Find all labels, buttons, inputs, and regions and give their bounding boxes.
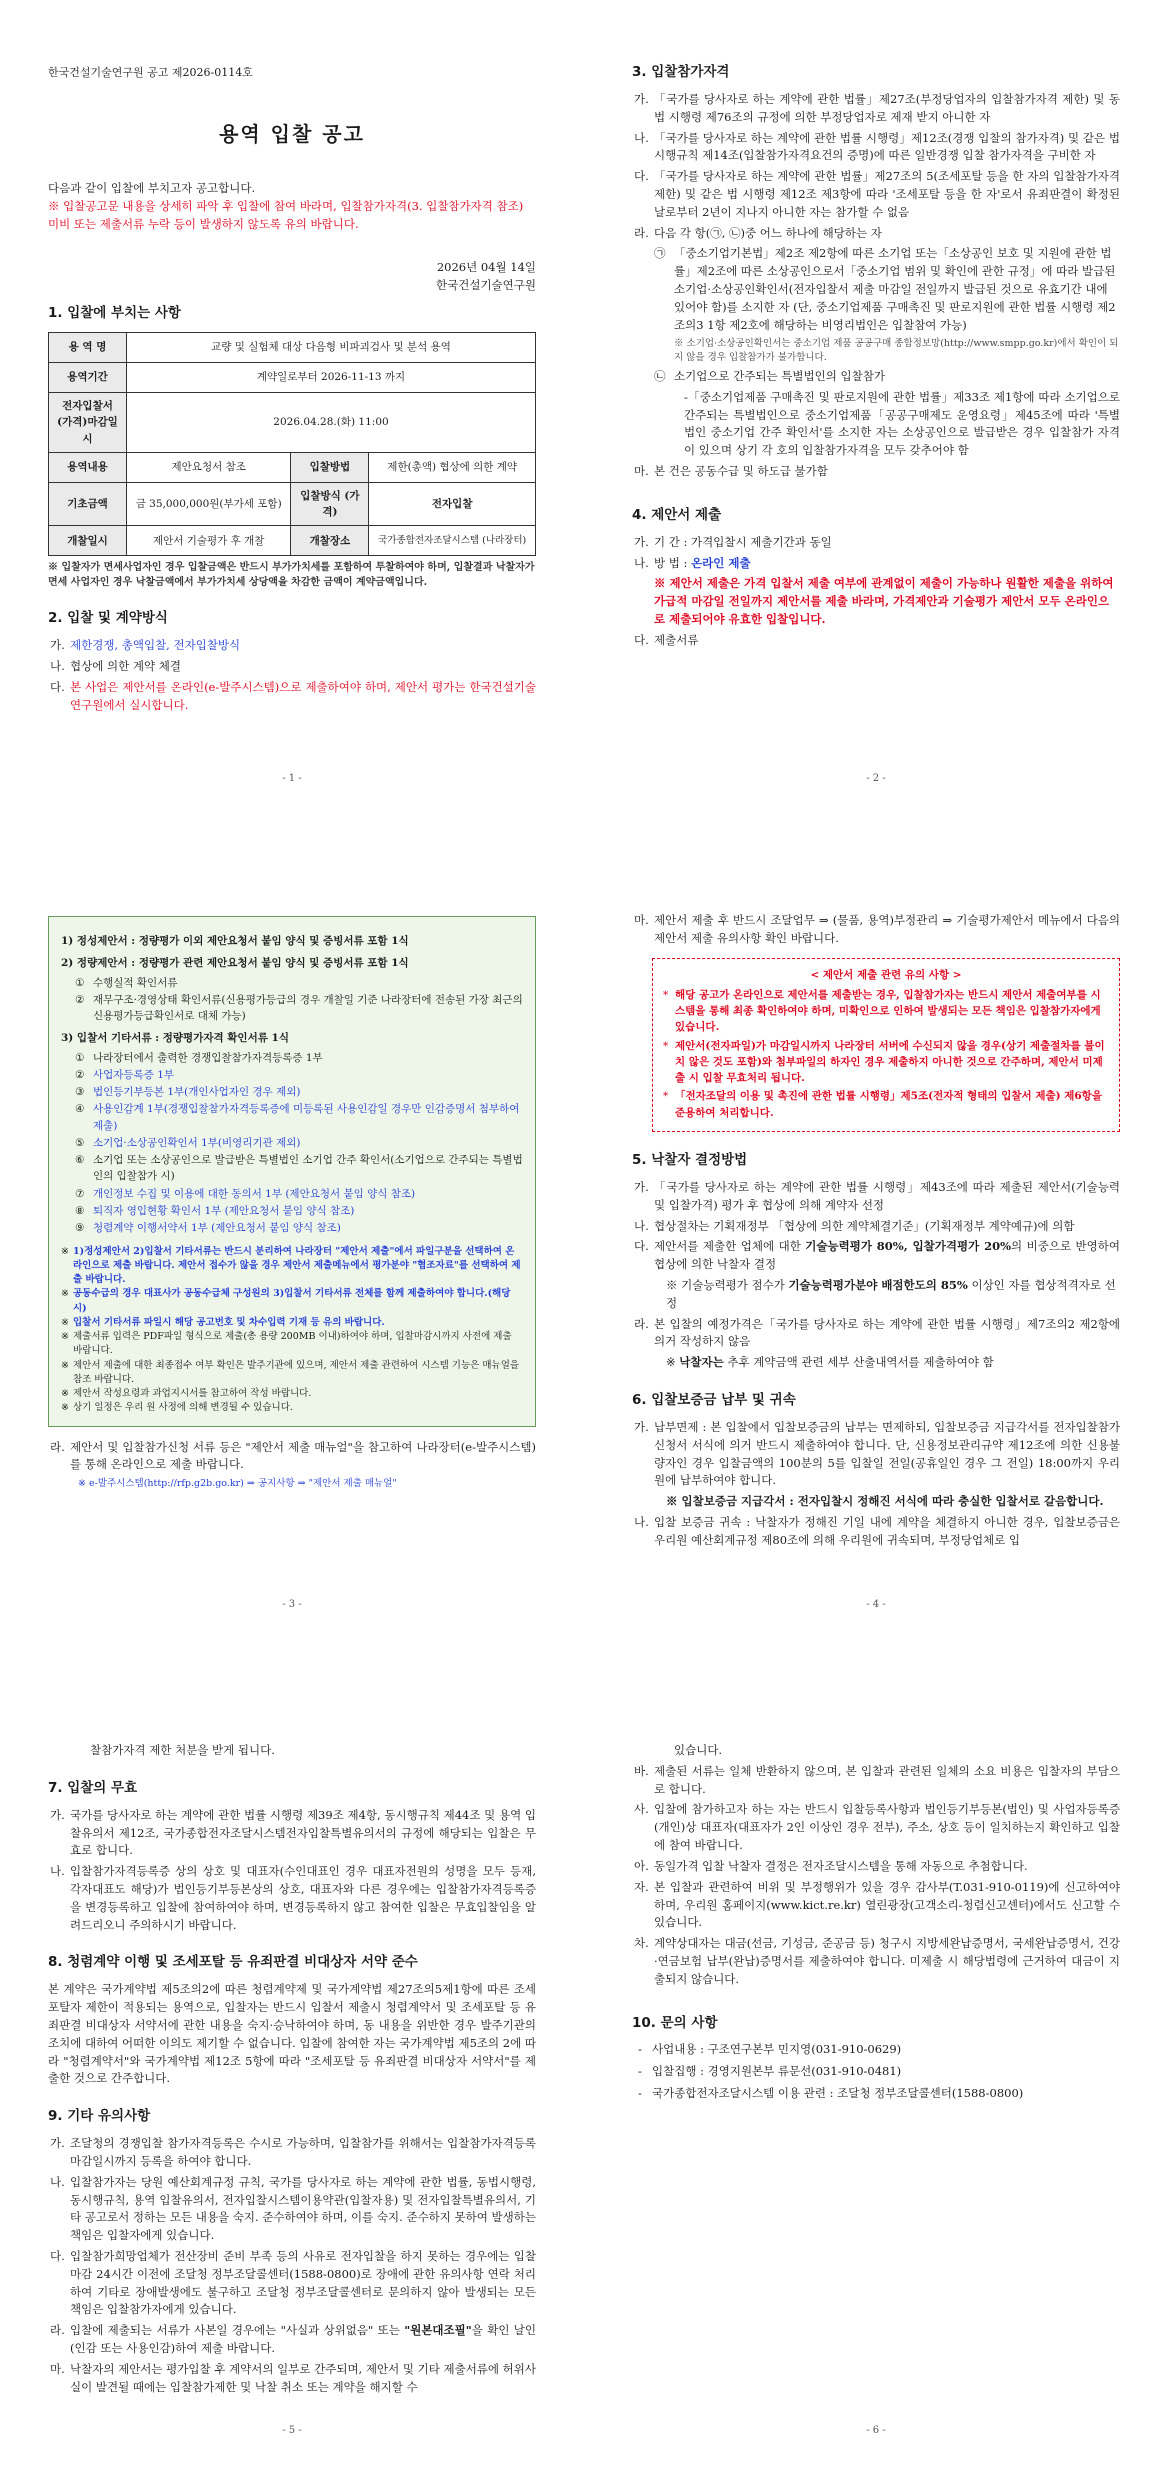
table-value: 제안요청서 참조	[127, 452, 291, 482]
item-marker: 다.	[50, 679, 65, 694]
table-label: 용역기간	[49, 363, 127, 393]
item-text: 「국가를 당사자로 하는 계약에 관한 법률 시행령」제43조에 따라 제출된 제안서(기술능력 및 입찰가격) 평가 후 협상에 의해 계약자 선정	[654, 1179, 1120, 1212]
note-text: 제안서 제출에 대한 최종접수 여부 확인은 발주기관에 있으며, 제안서 제출 관련하여 시스템 기능은 매뉴얼을 참조 바랍니다.	[73, 1359, 520, 1385]
item-marker: 아.	[634, 1858, 649, 1873]
table-label: 입찰방법	[291, 452, 369, 482]
section-3-heading: 3. 입찰참가자격	[632, 64, 730, 80]
item-marker: ④	[75, 1103, 85, 1116]
caution-box	[652, 958, 1120, 1132]
caution-text: 제안서(전자파일)가 마감일시까지 나라장터 서버에 수신되지 않을 경우(상기 제출절차를 불이치 않은 것도 포함)와 첨부파일의 하자인 경우 제출하지 아니한 것으로 간주하며, 제안서 미제출 시 입찰 무효처리 됩니다.	[675, 1039, 1105, 1085]
star-marker: ※	[61, 1331, 69, 1343]
item-marker: 바.	[634, 1763, 649, 1778]
item-text: 다음 각 항(㉠, ㉡)중 어느 하나에 해당하는 자	[654, 225, 882, 240]
item-marker: 라.	[50, 2323, 65, 2338]
item-text: 소기업으로 간주되는 특별법인의 입찰참가	[674, 369, 885, 384]
bullet-marker: *	[663, 1039, 669, 1052]
item-marker: 다.	[634, 1239, 649, 1254]
contact-item	[638, 2063, 1120, 2081]
section-6-heading: 6. 입찰보증금 납부 및 귀속	[632, 1392, 796, 1409]
page-3	[0, 826, 584, 1652]
contact-text: 사업내용 : 구조연구본부 민지영(031-910-0629)	[652, 2042, 902, 2057]
table-label: 용역내용	[49, 452, 127, 482]
item-marker: 다.	[634, 169, 649, 184]
caution-item	[663, 1088, 1109, 1121]
doc-group-heading: 1) 정성제안서 : 정량평가 이외 제안요청서 붙임 양식 및 증빙서류 포함 1식	[61, 935, 409, 947]
item-text: 제안서 및 입찰참가신청 서류 등은 "제안서 제출 매뉴얼"을 참고하여 나라장터(e-발주시스템)를 통해 온라인으로 제출 바랍니다.	[70, 1439, 536, 1472]
page-number: - 1 -	[282, 772, 302, 784]
item-note: ※ 입찰보증금 지급각서 : 전자입찰시 정해진 서식에 따라 충실한 입찰서로 갈음합니다.	[666, 1494, 1104, 1509]
item-note: 낙찰자는	[679, 1355, 724, 1370]
page-2	[584, 0, 1168, 826]
note-text: 입찰서 기타서류 파일시 해당 공고번호 및 차수입력 기재 등 유의 바랍니다.	[73, 1316, 385, 1328]
page-number: - 4 -	[866, 1598, 886, 1610]
item-marker: ①	[75, 1051, 85, 1064]
item-marker: 가.	[50, 638, 65, 653]
list-item	[75, 1152, 523, 1185]
item-text: 입찰에 참가하고자 하는 자는 반드시 입찰등록사항과 법인등기부등본(법인) 및 사업자등록증(개인)상 대표자(대표자가 2인 이상인 경우 전부), 주소, 상호 등이 일치하는지 확인하고 입찰에 참여 바랍니다.	[654, 1802, 1120, 1853]
note-item	[61, 1330, 523, 1359]
table-label: 기초금액	[49, 482, 127, 526]
list-item	[75, 1101, 523, 1134]
item-marker: 라.	[634, 225, 649, 240]
list-item	[75, 1186, 523, 1202]
item-text: 낙찰자의 제안서는 평가입찰 후 계약서의 일부로 간주되며, 제안서 및 기타 제출서류에 허위사실이 발견될 때에는 입찰참가제한 및 낙찰 취소 또는 계약을 해지할 수	[70, 2361, 537, 2394]
item-marker: 마.	[634, 464, 649, 479]
item-text: 재무구조·경영상태 확인서류(신용평가등급의 경우 개찰일 기준 나라장터에 전송된 가장 최근의 신용평가등급확인서로 대체 가능)	[93, 993, 523, 1023]
item-text: 사업자등록증 1부	[93, 1068, 175, 1081]
bullet-marker: *	[663, 1090, 669, 1103]
item-text: 본 건은 공동수급 및 하도급 불가함	[654, 464, 828, 479]
caution-box-title: < 제안서 제출 관련 유의 사항 >	[810, 968, 962, 981]
section-1-heading: 1. 입찰에 부치는 사항	[48, 305, 181, 322]
list-item	[75, 1050, 523, 1066]
submission-docs-box	[48, 916, 536, 1427]
caution-item	[663, 1038, 1109, 1087]
note-item	[61, 1359, 523, 1388]
item-text: 개인정보 수집 및 이용에 대한 동의서 1부 (제안요청서 붙임 양식 참조)	[93, 1187, 416, 1200]
page-6	[584, 1652, 1168, 2478]
item-text: 방 법 :	[654, 555, 692, 570]
section-8-text: 본 계약은 국가계약법 제5조의2에 따른 청렴계약제 및 국가계약법 제27조의5제1항에 따른 조세포탈자 제한이 적용되는 용역으로, 입찰자는 반드시 입찰서 제출시 청렴계약서 및 조세포탈 등 유죄판결 비대상자 서약서에 관한 내용을 숙지·승낙하여야 하며, 동 내용을 위반한 경우 발주기관의 조치에 대하여 어떠한 이의도 제기할 수 없습니다. 입찰에 참여한 자는 국가계약법 제5조의 2에 따라 "청렴계약서"와 국가계약법 제12조 5항에 따라 "조세포탈 등 유죄판결 비대상자 서약서"를 제출한 것으로 간주합니다.	[48, 1982, 537, 2086]
item-marker: 마.	[634, 913, 649, 927]
list-item	[75, 992, 523, 1025]
item-text: 계약상대자는 대금(선금, 기성금, 준공금 등) 청구시 지방세완납증명서, 국세완납증명서, 건강·연금보험 납부(완납)증명서를 제출하여야 합니다. 미제출 시 해당법령에 근거하여 대금이 지출되지 않습니다.	[654, 1936, 1120, 1986]
table-value: 2026.04.28.(화) 11:00	[127, 393, 536, 453]
contact-text: 입찰집행 : 경영지원본부 류문선(031-910-0481)	[652, 2064, 902, 2079]
intro-text: 다음과 같이 입찰에 부치고자 공고합니다.	[48, 181, 256, 196]
table-value: 제안서 기술평가 후 개찰	[127, 526, 291, 556]
item-text: 기술능력평가 80%, 입찰가격평가 20%	[805, 1239, 1012, 1254]
table-value: 국가종합전자조달시스템 (나라장터)	[369, 526, 536, 556]
item-text: 을 확인 날인(인감 또는 사용인감)하여 제출 바랍니다.	[70, 2323, 536, 2356]
item-text: -「중소기업제품 구매촉진 및 판로지원에 관한 법률」제33조 제1항에 따라 소기업으로 간주되는 특별법인으로 중소기업제품「공공구매제도 운영요령」제45조에 따라 '특별법인 중소기업 간주 확인서'를 소지한 자는 소상공인으로 발급받은 경우 입찰참가 자격이 있으며 상기 각 호의 입찰참가자격을 모두 갖추어야 함	[684, 389, 1120, 458]
doc-group-heading: 3) 입찰서 기타서류 : 정량평가자격 확인서류 1식	[61, 1032, 289, 1045]
item-text: 제한경쟁, 총액입찰, 전자입찰방식	[70, 638, 241, 653]
item-text: 협상에 의한 계약 체결	[70, 659, 181, 674]
table-value: 교량 및 실험체 대상 다음형 비파괴검사 및 분석 용역	[127, 333, 536, 363]
item-marker: 다.	[50, 2249, 65, 2264]
note-text: 상기 일정은 우리 원 사정에 의해 변경될 수 있습니다.	[73, 1402, 293, 1414]
item-marker: 라.	[50, 1439, 65, 1454]
item-marker: 가.	[50, 1807, 65, 1822]
page-number: - 5 -	[282, 2424, 302, 2436]
item-text: 퇴직자 영입현황 확인서 1부 (제안요청서 붙임 양식 참조)	[93, 1204, 355, 1217]
table-label: 입찰방식 (가격)	[291, 482, 369, 526]
dash-marker: -	[638, 2064, 642, 2079]
notice-number: 한국건설기술연구원 공고 제2026-0114호	[48, 66, 253, 79]
note-item	[61, 1245, 523, 1288]
item-marker: 나.	[634, 1515, 649, 1530]
item-note: ※ 기술능력평가 점수가	[666, 1278, 789, 1292]
item-marker: 나.	[634, 130, 649, 145]
caution-item	[663, 987, 1109, 1036]
table-label: 개찰장소	[291, 526, 369, 556]
page-title: 용역 입찰 공고	[219, 122, 365, 147]
item-text: 입찰참가희망업체가 전산장비 준비 부족 등의 사유로 전자입찰을 하지 못하는 경우에는 입찰마감 24시간 이전에 조달청 정부조달콜센터(1588-0800)로 장애에 관한 유의사항 연락 처리하여 기타로 장애발생에도 불구하고 조달청 정부조달콜센터로 문의하지 않아 발생되는 모든 책임은 입찰참가자에게 있습니다.	[70, 2249, 536, 2317]
list-item	[75, 1135, 523, 1151]
table-label: 전자입찰서 (가격)마감일시	[49, 393, 127, 453]
item-text: 「중소기업기본법」제2조 제2항에 따른 소기업 또는「소상공인 보호 및 지원에 관한 법률」제2조에 따른 소상공인으로서「중소기업 범위 및 확인에 관한 규정」에 따라 발급된 소기업·소상공인확인서(전자입찰서 제출 마감일 전일까지 발급된 것으로 유효기간 내에 있어야 함)를 소지한 자 (단, 중소기업제품 구매촉진 및 판로지원에 관한 법률 시행령 제2조의3 1항 제2호에 해당하는 비영리법인은 입찰참여 가능)	[674, 246, 1116, 332]
star-marker: ※	[61, 1245, 69, 1257]
item-marker: 마.	[50, 2361, 65, 2376]
item-marker: 라.	[634, 1316, 649, 1331]
item-note: ※	[666, 1355, 680, 1370]
warning-text: ※ 입찰공고문 내용을 상세히 파악 후 입찰에 참여 바라며, 입찰참가자격(3. 입찰참가자격 참조) 미비 또는 제출서류 누락 등이 발생하지 않도록 유의 바랍니다.	[48, 198, 524, 231]
dash-marker: -	[638, 2086, 642, 2101]
doc-group-heading: 2) 정량제안서 : 정량평가 관련 제안요청서 붙임 양식 및 증빙서류 포함 1식	[61, 957, 409, 970]
notice-date: 2026년 04월 14일	[436, 260, 536, 275]
item-text: 국가를 당사자로 하는 계약에 관한 법률 시행령 제39조 제4항, 동시행규칙 제44조 및 용역 입찰유의서 제12조, 국가종합전자조달시스템전자입찰특별유의서의 규정에 해당되는 입찰은 무효로 합니다.	[70, 1807, 536, 1858]
caution-text: 해당 공고가 온라인으로 제안서를 제출받는 경우, 입찰참가자는 반드시 제안서 제출여부를 시스템을 통해 최종 확인하여야 하며, 미확인으로 인하여 발생되는 모든 책임은 입찰참가자에게 있습니다.	[675, 988, 1101, 1034]
item-text: 「국가를 당사자로 하는 계약에 관한 법률」제27조(부정당업자의 입찰참가자격 제한) 및 동법 시행령 제76조의 규정에 의한 부정당업자로 제재 받지 아니한 자	[654, 91, 1120, 124]
item-marker: ②	[75, 993, 85, 1006]
item-text: 소기업·소상공인확인서 1부(비영리기관 제외)	[93, 1136, 301, 1149]
table-value: 계약일로부터 2026-11-13 까지	[127, 363, 536, 393]
table-note: ※ 입찰자가 면세사업자인 경우 입찰금액은 반드시 부가가치세를 포함하여 투찰하여야 하며, 입찰결과 낙찰자가 면세 사업자인 경우 낙찰금액에서 부가가치세 상당액을 차감한 금액이 계약금액입니다.	[48, 562, 535, 589]
item-text: 제출서류	[654, 632, 699, 647]
note-item	[61, 1316, 523, 1330]
item-marker: 가.	[634, 91, 649, 106]
item-text: 청렴계약 이행서약서 1부 (제안요청서 붙임 양식 참조)	[93, 1222, 341, 1235]
item-text: 동일가격 입찰 낙찰자 결정은 전자조달시스템을 통해 자동으로 추첨합니다.	[654, 1858, 1028, 1873]
item-text: 제안서를 제출한 업체에 대한	[654, 1239, 806, 1254]
section-4-heading: 4. 제안서 제출	[632, 506, 722, 523]
note-text: 제출서류 입력은 PDF파일 형식으로 제출(총 용량 200MB 이내)하여야 하며, 입찰마감시까지 사전에 제출 바랍니다.	[73, 1331, 512, 1357]
item-marker: 가.	[634, 1179, 649, 1194]
item-text: 본 사업은 제안서를 온라인(e-발주시스템)으로 제출하여야 하며, 제안서 평가는 한국건설기술연구원에서 실시합니다.	[70, 679, 536, 712]
item-text: 납부면제 : 본 입찰에서 입찰보증금의 납부는 면제하되, 입찰보증금 지급각서를 전자입찰참가신청서 서식에 의거 반드시 제출하여야 합니다. 단, 신용정보관리규약 제12조에 의한 신용불량자인 경우 입찰금액의 100분의 5를 입찰일 전일(공휴일인 경우 그 전일) 18:00까지 우리원에 납부하여야 합니다.	[654, 1419, 1120, 1488]
item-marker: 나.	[50, 659, 65, 674]
item-marker: ⑨	[75, 1222, 85, 1235]
page-4	[584, 826, 1168, 1652]
item-text: 「국가를 당사자로 하는 계약에 관한 법률」제27조의 5(조세포탈 등을 한 자의 입찰참가자격 제한) 및 같은 법 시행령 제12조 제3항에 따라 '조세포탈 등을 한 자'로서 유죄판결이 확정된 날로부터 2년이 지나지 아니한 자는 참가할 수 없음	[654, 169, 1120, 219]
item-marker: 나.	[50, 2174, 65, 2189]
table-value: 금 35,000,000원(부가세 포함)	[127, 482, 291, 526]
note-item	[61, 1387, 523, 1401]
item-note: ※ 제안서 제출은 가격 입찰서 제출 여부에 관계없이 제출이 가능하나 원활한 제출을 위하여 가급적 마감일 전일까지 제안서를 제출 바라며, 가격제안과 기술평가 제안서 모두 온라인으로 제출되어야 유효한 입찰입니다.	[654, 576, 1114, 627]
item-marker: 나.	[50, 1864, 65, 1879]
item-marker: 사.	[634, 1802, 649, 1817]
item-text: 기 간 : 가격입찰시 제출기간과 동일	[654, 534, 832, 549]
item-marker: ③	[75, 1086, 85, 1099]
item-marker: 자.	[634, 1879, 649, 1894]
table-label: 개찰일시	[49, 526, 127, 556]
item-text: 조달청의 경쟁입찰 참가자격등록은 수시로 가능하며, 입찰참가를 위해서는 입찰참가자격등록마감일시까지 등록을 하여야 합니다.	[70, 2136, 536, 2168]
item-marker: ⑥	[75, 1154, 85, 1167]
star-marker: ※	[61, 1402, 69, 1414]
note-item	[61, 1287, 523, 1316]
bid-info-table	[48, 332, 536, 556]
item-text: 제출된 서류는 일체 반환하지 않으며, 본 입찰과 관련된 일체의 소요 비용은 입찰자의 부담으로 합니다.	[654, 1763, 1120, 1796]
item-text: 사용인감계 1부(경쟁입찰참가자격등록증에 미등록된 사용인감일 경우만 인감증명서 첨부하여 제출)	[93, 1103, 520, 1132]
item-marker: 차.	[634, 1936, 649, 1951]
item-marker: ⑧	[75, 1204, 85, 1217]
list-item	[75, 1203, 523, 1219]
note-text: 1)정성제안서 2)입찰서 기타서류는 반드시 분리하여 나라장터 "제안서 제출"에서 파일구분을 선택하여 온라인으로 제출 바랍니다. 제안서 접수가 않을 경우 제안서 제출메뉴에서 평가분야 "협조자료"를 선택하여 제출 바랍니다.	[73, 1245, 521, 1286]
star-marker: ※	[61, 1288, 69, 1300]
item-text: 나라장터에서 출력한 경쟁입찰참가자격등록증 1부	[93, 1051, 323, 1064]
caution-text: 「전자조달의 이용 및 촉진에 관한 법률 시행령」제5조(전자적 형태의 입찰서 제출) 제6항을 준용하여 처리합니다.	[675, 1090, 1102, 1119]
list-item	[75, 975, 523, 991]
item-marker: ①	[75, 976, 85, 989]
item-marker: 나.	[634, 1218, 649, 1233]
note-item	[61, 1401, 523, 1415]
table-value: 전자입찰	[369, 482, 536, 526]
page-number: - 3 -	[282, 1598, 302, 1610]
contact-item	[638, 2041, 1120, 2059]
item-note: 기술능력평가분야 배점한도의 85%	[788, 1278, 968, 1292]
section-2-heading: 2. 입찰 및 계약방식	[48, 610, 168, 627]
star-marker: ※	[61, 1316, 69, 1328]
page-number: - 2 -	[866, 772, 886, 784]
item-text: 온라인 제출	[691, 555, 751, 570]
page-5	[0, 1652, 584, 2478]
list-item	[75, 1067, 523, 1083]
manual-link[interactable]: ※ e-발주시스템(http://rfp.g2b.go.kr) ⇒ 공지사항 ⇒ "제안서 제출 매뉴얼"	[78, 1478, 397, 1490]
section-9-heading: 9. 기타 유의사항	[48, 2108, 151, 2125]
item-text: 본 입찰과 관련하여 비위 및 부정행위가 있을 경우 감사부(T.031-910-0119)에 신고하여야 하며, 우리원 홈페이지(www.kict.re.kr) 열린광장(고객소리-청렴신고센터)에서도 신고할 수 있습니다.	[654, 1879, 1120, 1930]
continued-text: 있습니다.	[674, 1743, 723, 1757]
item-text: 「국가를 당사자로 하는 계약에 관한 법률 시행령」제12조(경쟁 입찰의 참가자격) 및 같은 법 시행규칙 제14조(입찰참가자격요건의 증명)에 따른 일반경쟁 입찰 참가자격을 구비한 자	[654, 130, 1120, 163]
item-text: 입찰에 제출되는 서류가 사본일 경우에는 "사실과 상위없음" 또는	[70, 2323, 405, 2338]
item-marker: 가.	[634, 534, 649, 549]
item-marker: ②	[75, 1068, 85, 1081]
item-text: 입찰참가자는 당원 예산회계규정 규칙, 국가를 당사자로 하는 계약에 관한 법률, 동법시행령, 동시행규칙, 용역 입찰유의서, 전자입찰시스템이용약관(입찰자용) 및 전자입찰특별유의서, 기타 공고로서 정하는 모든 내용을 숙지. 준수하여야 하며, 이를 숙지. 준수하지 못하여 발생하는 책임은 입찰자에게 있습니다.	[70, 2174, 536, 2243]
item-text: 수행실적 확인서류	[93, 976, 178, 989]
page-number: - 6 -	[866, 2424, 886, 2436]
list-item	[75, 1084, 523, 1100]
item-note: 추후 계약금액 관련 세부 산출내역서를 제출하여야 함	[723, 1355, 994, 1370]
item-marker: ㉠	[654, 246, 666, 261]
item-marker: 나.	[634, 555, 649, 570]
contact-item	[638, 2085, 1120, 2103]
item-text: 입찰 보증금 귀속 : 낙찰자가 정해진 기일 내에 계약을 체결하지 아니한 경우, 입찰보증금은 우리원 예산회계규정 제80조에 의해 우리원에 귀속되며, 부정당업체로 입	[654, 1515, 1120, 1547]
item-marker: ㉡	[654, 369, 666, 384]
notice-org: 한국건설기술연구원	[436, 278, 536, 293]
star-marker: ※	[61, 1359, 69, 1371]
item-marker: 가.	[50, 2136, 65, 2151]
item-marker: 다.	[634, 632, 649, 647]
item-marker: ⑤	[75, 1136, 85, 1149]
item-marker: 가.	[634, 1419, 649, 1434]
section-5-heading: 5. 낙찰자 결정방법	[632, 1152, 748, 1169]
item-text: 입찰참가자격등록증 상의 상호 및 대표자(수인대표인 경우 대표자전원의 성명을 모두 등재, 각자대표도 해당)가 법인등기부등본상의 상호, 대표자와 다른 경우에는 입찰참가자격등록증을 변경등록하고 입찰에 참여하여야 하며, 변경등록하지 않고 참여한 입찰은 무효입찰임을 알려드리오니 주의하시기 바랍니다.	[70, 1864, 536, 1932]
table-value: 제한(총액) 협상에 의한 계약	[369, 452, 536, 482]
section-8-heading: 8. 청렴계약 이행 및 조세포탈 등 유죄판결 비대상자 서약 준수	[48, 1954, 418, 1971]
item-text: "원본대조필"	[404, 2323, 472, 2338]
item-text: 협상절차는 기획재정부 「협상에 의한 계약체결기준」(기획재정부 계약예규)에 의함	[654, 1218, 1075, 1233]
item-marker: ⑦	[75, 1187, 85, 1200]
continued-text: 찰참가자격 제한 처분을 받게 됩니다.	[90, 1743, 275, 1757]
table-label: 용 역 명	[49, 333, 127, 363]
star-marker: ※	[61, 1388, 69, 1400]
note-text: 제안서 작성요령과 과업지시서를 참고하여 작성 바랍니다.	[73, 1388, 312, 1400]
item-text: 제안서 제출 후 반드시 조달업무 ⇒ (물품, 용역)부정관리 ⇒ 기술평가제안서 메뉴에서 다음의 제안서 제출 유의사항 확인 바랍니다.	[654, 913, 1120, 945]
page-1	[0, 0, 584, 826]
item-text: 의 비중으로 반영하여 협상에 의한 낙찰자 결정	[654, 1239, 1120, 1272]
item-note: ※ 소기업·소상공인확인서는 중소기업 제품 공공구매 종합정보망(http://www.smpp.go.kr)에서 확인이 되지 않을 경우 입찰참가가 불가합니다.	[674, 338, 1119, 364]
section-10-heading: 10. 문의 사항	[632, 2014, 718, 2031]
list-item	[75, 1220, 523, 1236]
bullet-marker: *	[663, 988, 669, 1001]
item-text: 법인등기부등본 1부(개인사업자인 경우 제외)	[93, 1086, 301, 1099]
contact-text: 국가종합전자조달시스템 이용 관련 : 조달청 정부조달콜센터(1588-0800)	[652, 2086, 1024, 2101]
item-text: 소기업 또는 소상공인으로 발급받은 특별법인 소기업 간주 확인서(소기업으로 간주되는 특별법인의 입찰참가 시)	[93, 1154, 523, 1183]
section-7-heading: 7. 입찰의 무효	[48, 1779, 138, 1796]
item-text: 본 입찰의 예정가격은「국가를 당사자로 하는 계약에 관한 법률 시행령」제7조의2 제2항에 의거 작성하지 않음	[654, 1316, 1120, 1349]
item-note: 이상인 자를 협상적격자로 선정	[666, 1278, 1116, 1310]
dash-marker: -	[638, 2042, 642, 2057]
note-text: 공동수급의 경우 대표사가 공동수급체 구성원의 3)입찰서 기타서류 전체를 함께 제출하여야 합니다.(해당 시)	[73, 1288, 511, 1314]
